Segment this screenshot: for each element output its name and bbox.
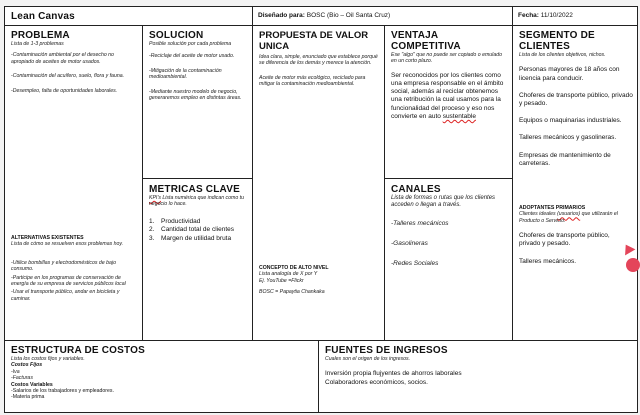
costos-fijos-title: Costos Fijos [11,362,43,369]
adoptantes-title: ADOPTANTES PRIMARIOS [519,205,586,211]
ingresos-block [318,340,638,413]
metrica-item: 2. Cantidad total de clientes [149,226,234,234]
metricas-list [149,218,249,243]
alternativa-item: -Utilice bombillas y electrodomésticos de bajo consumo. [11,259,116,273]
adoptantes-subtitle: Clientes ideales [519,211,558,218]
costo-fijo-item: -Facturas [11,375,33,382]
segmento-item: Personas mayores de 18 años con licencia para conducir. [519,66,620,82]
header-date-cell [512,6,638,26]
alternativas-title: ALTERNATIVAS EXISTENTES [11,235,84,241]
segmento-title: SEGMENTO DE CLIENTES [519,30,595,52]
canal-item: -Redes Sociales [391,259,439,267]
ventaja-subtitle: Ese "algo" que no puede ser copiado o emulado en un corto plazo. [391,52,502,65]
ventaja-body-underlined: sustentable [442,112,476,120]
kpi-label: KPI's [149,195,161,201]
costos-block [4,340,318,413]
canal-item: -Talleres mecánicos [391,219,449,227]
ventaja-body: Ser reconocidos por los clientes como una empresa responsable en el ámbito social, además al reciclar obtenemos una retribución la cual usamos para la funcionalidad del proceso y eso nos convierte en auto [391,71,504,120]
date-label: Fecha: [518,12,539,19]
solucion-item: -Reciclaje del aceite de motor usado. [149,53,235,60]
adoptante-item: Choferes de transporte público, privado y pesado. [519,232,610,248]
costo-fijo-item: -Iva [11,368,20,375]
alternativas-subtitle: Lista de cómo se resuelven esos problemas hoy. [11,241,124,248]
segmento-item: Equipos o maquinarias industriales. [519,117,622,125]
concepto-value: BOSC = Papaytia Chankaka [259,289,325,296]
propuesta-subtitle: Idea clara, simple, enunciado que establece porqué se diferencia de los demás y merece la atención. [259,54,378,67]
alternativa-item: -Participe en los programas de conservación de energía de su empresa de servicios públicos local [11,274,126,288]
canales-title: CANALES [391,184,441,195]
segmento-item: Empresas de mantenimiento de carreteras. [519,151,611,167]
cursor-dot-icon [626,258,640,272]
header-title-cell [4,6,252,26]
segmento-block [512,25,638,341]
ventaja-block [384,25,512,179]
segmento-item: Talleres mecánicos y gasolineras. [519,134,617,142]
propuesta-title: PROPUESTA DE VALOR UNICA [259,30,369,52]
solucion-subtitle: Posible solución por cada problema [149,41,232,47]
metricas-subtitle: Lista numérica que indican como tu negocio lo hace. [149,195,244,208]
propuesta-block [252,25,384,341]
designed-for-value: BOSC (Bio – Oil Santa Cruz) [306,12,391,19]
ingreso-item: Inversión propia flujyentes de ahorros laborales [325,370,462,378]
designed-for-label: Diseñado para: [258,12,305,19]
solucion-title: SOLUCION [149,30,204,41]
costos-title: ESTRUCTURA DE COSTOS [11,345,146,356]
problema-item: -Desempleo, falta de oportunidades laborales. [11,87,118,94]
ingreso-item: Colaboradores económicos, socios. [325,378,428,386]
problema-item: -Contaminación del acuífero, suelo, flora y fauna. [11,73,125,80]
costos-variables-title: Costos Variables [11,381,53,388]
problema-item: -Contaminación ambiental por el desecho no apropiado de aceites de motor usados. [11,52,114,65]
ingresos-title: FUENTES DE INGRESOS [325,345,448,356]
metrica-item: 3. Margen de utilidad bruta [149,234,232,242]
propuesta-body: Aceite de motor más ecológico, reciclado para mitigar la contaminación medioambiental. [259,74,366,88]
costos-subtitle: Lista los costos fijos y variables. [11,356,85,362]
canales-block [384,178,512,341]
costo-variable-item: -Salarios de los trabajadores y empleadores. [11,388,114,395]
solucion-item: -Mitigación de la contaminación medioambiental. [149,67,222,81]
header-designed-cell [252,6,512,26]
concepto-example: Ej. YouTube =Flickr [259,277,304,284]
segmento-item: Choferes de transporte público, privado y pesado. [519,91,633,108]
adoptante-item: Talleres mecánicos. [519,257,577,265]
ingresos-subtitle: Cuales son el origen de los ingresos. [325,356,411,362]
costo-variable-item: -Materia prima [11,394,45,401]
solucion-block [142,25,252,179]
problema-title: PROBLEMA [11,30,70,41]
adoptantes-subtitle-end: que utilizarán el Producto o Servicio. [519,211,618,224]
metrica-item: 1. Productividad [149,217,201,225]
lean-canvas-sheet [4,6,638,413]
problema-subtitle: Lista de 1-3 problemas [11,41,64,47]
canal-item: -Gasolineras [391,239,428,247]
solucion-item: -Mediante nuestro modelo de negocio, generaremos empleo en distintas áreas. [149,88,242,102]
adoptantes-subtitle-underlined: (usuarios) [557,211,581,218]
date-value: 11/10/2022 [540,12,573,19]
canvas-title: Lean Canvas [11,11,75,22]
canales-subtitle: Lista de formas o rutas que los clientes acceden o llegan a través. [391,195,496,209]
concepto-title: CONCEPTO DE ALTO NIVEL [259,265,329,271]
problema-block [4,25,142,341]
concepto-subtitle: Lista analogía de X por Y [259,271,318,278]
metricas-block [142,178,252,341]
ventaja-title: VENTAJA COMPETITIVA [391,30,461,52]
alternativa-item: -Usar el transporte público, andar en bicicleta y caminar. [11,289,120,302]
segmento-subtitle: Lista de los clientes objetivos, nichos. [519,52,606,58]
metricas-title: METRICAS CLAVE [149,184,240,195]
